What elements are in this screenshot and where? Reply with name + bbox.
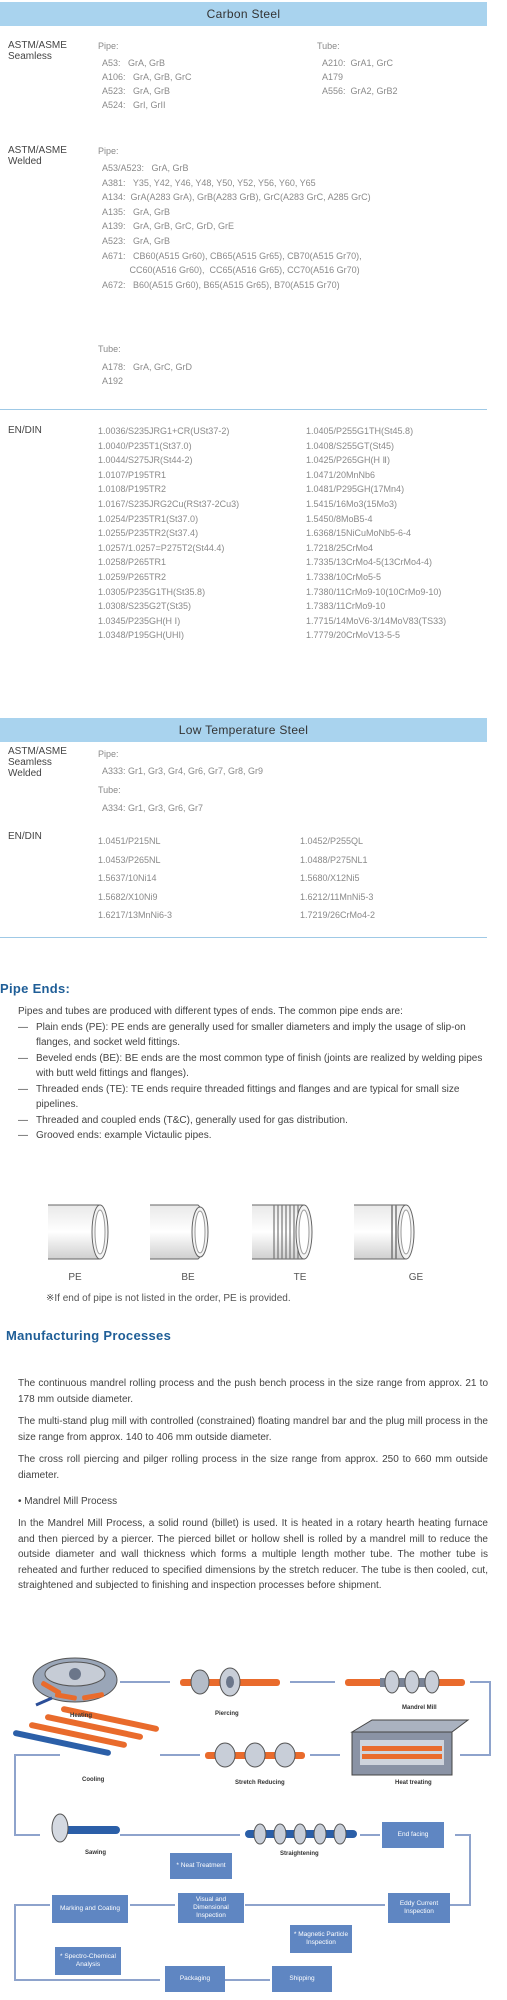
en-din-right-list [306,425,446,644]
caption-heating: Heating [70,1713,93,1719]
low-temp-en-left [98,832,172,925]
mandrel-mill-icon [345,1671,465,1693]
pipe-ends-note: ※If end of pipe is not listed in the order, PE is provided. [46,1293,291,1304]
dash-icon: — [18,1083,28,1095]
pe-pipe-icon [48,1205,108,1259]
divider [0,937,487,938]
low-temp-astm-label [8,746,67,779]
pipe-end-item [18,1051,488,1082]
carbon-steel-header: Carbon Steel [0,2,487,26]
spec-item: A178: GrA, GrC, GrD [102,362,193,372]
en-din-item: 1.0259/P265TR2 [98,571,167,582]
box-magnetic-particle: * Magnetic Particle Inspection [290,1925,352,1953]
en-din-item: 1.0108/P195TR2 [98,484,167,495]
seamless-label-text: ASTM/ASME Seamless [8,40,67,62]
en-din-item: 1.0345/P235GH(H Ⅰ) [98,615,181,626]
mfg-paragraph-2: The multi-stand plug mill with controlled (constrained) floating mandrel bar and the plug mill process in the size range from approx. 140 to 406 mm outside diameter. [18,1416,488,1443]
pipe-ends-intro: Pipes and tubes are produced with different types of ends. The common pipe ends are: [18,1006,403,1017]
en-din-item: 1.0451/P215NL [98,836,161,846]
en-din-label: EN/DIN [8,425,42,436]
pipe-end-item [18,1082,488,1113]
spec-item: A179 [322,72,344,82]
caption-mandrel-mill: Mandrel Mill [402,1705,437,1711]
seamless-tube-list [322,57,398,99]
pipe-ends-list [18,1020,488,1144]
box-end-facing: End facing [382,1822,444,1848]
en-din-item: 1.7380/11CrMo9-10(10CrMo9-10) [306,586,442,597]
spec-item: A671: CB60(A515 Gr60), CB65(A515 Gr65), CB70(A515 Gr70), [102,250,362,261]
en-din-item: 1.0308/S235G2T(St35) [98,601,192,612]
en-din-item: 1.0044/S275JR(St44-2) [98,455,193,466]
en-din-item: 1.0255/P235TR2(St37.4) [98,528,199,539]
mfg-paragraph-5: In the Mandrel Mill Process, a solid round (billet) is used. It is heated in a rotary hearth heating furnace and then pierced by a piercer. The pierced billet or hollow shell is rolled by a mandrel mill to reduce the outside diameter and wall thickness which forms a multiple length mother tube. The mother tube is reheated and further reduced to specified dimensions by the stretch reducer. The tube is then cooled, cut, straightened and subjected to finishing and inspection processes before shipment. [18,1518,488,1591]
box-marking-coating: Marking and Coating [52,1895,128,1923]
dash-icon: — [18,1021,28,1033]
mfg-paragraph-3: The cross roll piercing and pilger rolling process in the size range from approx. 250 to 660 mm outside diameter. [18,1454,488,1481]
dash-icon: — [18,1130,28,1141]
low-temp-pipe: A333: Gr1, Gr3, Gr4, Gr6, Gr7, Gr8, Gr9 [102,766,264,776]
welded-label-text: ASTM/ASME Welded [8,145,67,167]
caption-heat-treating: Heat treating [395,1780,432,1786]
be-pipe-icon [150,1205,208,1259]
spec-item: A523: GrA, GrB [102,86,171,96]
mfg-bullet: • Mandrel Mill Process [18,1496,118,1507]
caption-piercing: Piercing [215,1711,239,1717]
pipe-end-item [18,1113,488,1129]
en-din-item: 1.0254/P235TR1(St37.0) [98,513,199,524]
pipe-ends-title: Pipe Ends: [0,981,71,996]
spec-item: A672: B60(A515 Gr60), B65(A515 Gr65), B70(A515 Gr70) [102,279,340,290]
stretch-reducing-icon [205,1743,305,1767]
pipe-end-text: Grooved ends: example Victaulic pipes. [36,1130,212,1141]
en-din-item: 1.7218/25CrMo4 [306,542,374,553]
box-packaging: Packaging [165,1966,225,1992]
en-din-item: 1.5680/X12Ni5 [300,873,360,883]
en-din-item: 1.0481/P295GH(17Mn4) [306,484,405,495]
spec-item: A53/A523: GrA, GrB [102,163,189,173]
spec-item: A556: GrA2, GrB2 [322,86,398,96]
straightening-icon [245,1824,357,1844]
dash-icon: — [18,1052,28,1064]
caption-straightening: Straightening [280,1851,319,1857]
manufacturing-title: Manufacturing Processes [6,1328,172,1343]
caption-stretch-reducing: Stretch Reducing [235,1780,285,1786]
en-din-item: 1.0257/1.0257=P275T2(St44.4) [98,542,225,553]
welded-pipe-list [102,161,371,292]
seamless-pipe-label: Pipe: [98,41,119,51]
spec-item: A192 [102,376,124,386]
seamless-pipe-list [102,57,192,113]
en-din-item: 1.5415/16Mo3(15Mo3) [306,498,398,509]
en-din-item: 1.0425/P265GH(H Ⅱ) [306,455,390,466]
welded-pipe-label: Pipe: [98,146,119,156]
te-pipe-icon [252,1205,312,1259]
spec-item: A381: Y35, Y42, Y46, Y48, Y50, Y52, Y56, Y60, Y65 [102,177,316,188]
low-temp-en-right [300,832,375,925]
piercing-icon [180,1668,280,1696]
ge-label: GE [408,1272,424,1283]
heat-treating-icon [352,1720,468,1775]
box-neat-treatment: * Neat Treatment [170,1853,232,1879]
en-din-item: 1.0258/P265TR1 [98,557,167,568]
en-din-item: 1.5682/X10Ni9 [98,891,158,902]
box-shipping: Shipping [272,1966,332,1992]
ge-pipe-icon [354,1205,414,1259]
spec-item: A524: GrI, GrII [102,100,166,110]
en-din-item: 1.7383/11CrMo9-10 [306,601,386,612]
pipe-ends-illustration [40,1197,470,1267]
low-temp-pipe-label: Pipe: [98,749,119,759]
en-din-item: 1.0452/P255QL [300,836,364,846]
en-din-item: 1.0167/S235JRG2Cu(RSt37-2Cu3) [98,498,240,509]
pipe-end-text: Beveled ends (BE): BE ends are the most common type of finish (joints are realized by welding pipes with butt weld fittings and flanges). [36,1052,483,1079]
en-din-item: 1.0471/20MnNb6 [306,469,376,480]
welded-label [8,145,67,167]
spec-item: A134: GrA(A283 GrA), GrB(A283 GrB), GrC(A283 GrC, A285 GrC) [102,192,371,203]
welded-tube-label: Tube: [98,344,121,354]
caption-sawing: Sawing [85,1850,107,1856]
pipe-end-text: Threaded ends (TE): TE ends require threaded fittings and flanges and are typical for small size pipelines. [36,1083,460,1110]
spec-item: A523: GrA, GrB [102,235,171,246]
spec-item: A135: GrA, GrB [102,206,171,217]
seamless-label [8,40,67,62]
dash-icon: — [18,1114,28,1126]
spec-item: A139: GrA, GrB, GrC, GrD, GrE [102,221,235,232]
pipe-end-text: Plain ends (PE): PE ends are generally used for smaller diameters and imply the usage of slip-on flanges, and socket weld fittings. [36,1021,466,1048]
spec-item: A210: GrA1, GrC [322,58,394,68]
low-temp-astm-text: ASTM/ASME Seamless Welded [8,746,67,779]
box-eddy-current: Eddy Current Inspection [388,1893,450,1923]
en-din-item: 1.0040/P235T1(St37.0) [98,440,192,451]
low-temp-tube-label: Tube: [98,785,121,795]
low-temp-tube: A334: Gr1, Gr3, Gr6, Gr7 [102,803,204,813]
be-label: BE [181,1272,195,1283]
pipe-end-item [18,1128,488,1144]
en-din-item: 1.0488/P275NL1 [300,854,368,865]
en-din-item: 1.0348/P195GH(UHI) [98,630,185,641]
en-din-item: 1.6368/15NiCuMoNb5-6-4 [306,528,412,539]
box-spectro-chemical: * Spectro-Chemical Analysis [55,1947,121,1975]
en-din-item: 1.0305/P235G1TH(St35.8) [98,586,206,597]
en-din-item: 1.7779/20CrMoV13-5-5 [306,630,401,641]
pe-label: PE [68,1272,82,1283]
process-flow-diagram [0,1640,507,2000]
mfg-paragraph-1: The continuous mandrel rolling process and the push bench process in the size range from approx. 21 to 178 mm outside diameter. [18,1378,488,1405]
en-din-item: 1.7335/13CrMo4-5(13CrMo4-4) [306,557,433,568]
box-visual-inspection: Visual and Dimensional Inspection [178,1893,244,1923]
caption-cooling: Cooling [82,1777,105,1783]
low-temp-en-label: EN/DIN [8,831,42,842]
en-din-item: 1.5450/8MoB5-4 [306,513,373,524]
te-label: TE [293,1272,307,1283]
en-din-item: 1.7219/26CrMo4-2 [300,910,376,920]
divider [0,409,487,410]
sawing-icon [52,1814,120,1842]
spec-item: CC60(A516 Gr60), CC65(A516 Gr65), CC70(A516 Gr70) [102,265,360,276]
en-din-item: 1.7338/10CrMo5-5 [306,571,382,582]
en-din-item: 1.0107/P195TR1 [98,469,167,480]
low-temp-header: Low Temperature Steel [0,718,487,742]
en-din-item: 1.6212/11MnNi5-3 [300,891,374,902]
welded-tube-list [102,361,192,389]
pipe-ends-content [18,1004,488,1144]
pipe-end-item [18,1020,488,1051]
en-din-item: 1.6217/13MnNi6-3 [98,910,173,920]
en-din-item: 1.0405/P255G1TH(St45.8) [306,426,414,436]
spec-item: A53: GrA, GrB [102,58,166,68]
en-din-item: 1.5637/10Ni14 [98,873,157,883]
pipe-end-text: Threaded and coupled ends (T&C), generally used for gas distribution. [36,1114,348,1126]
spec-item: A106: GrA, GrB, GrC [102,72,192,82]
en-din-item: 1.0036/S235JRG1+CR(USt37-2) [98,426,230,436]
en-din-item: 1.0453/P265NL [98,854,161,865]
seamless-tube-label: Tube: [317,41,340,51]
en-din-left-list [98,425,239,644]
heating-furnace-icon [33,1658,117,1705]
en-din-item: 1.7715/14MoV6-3/14MoV83(TS33) [306,615,447,626]
en-din-item: 1.0408/S255GT(St45) [306,440,395,451]
